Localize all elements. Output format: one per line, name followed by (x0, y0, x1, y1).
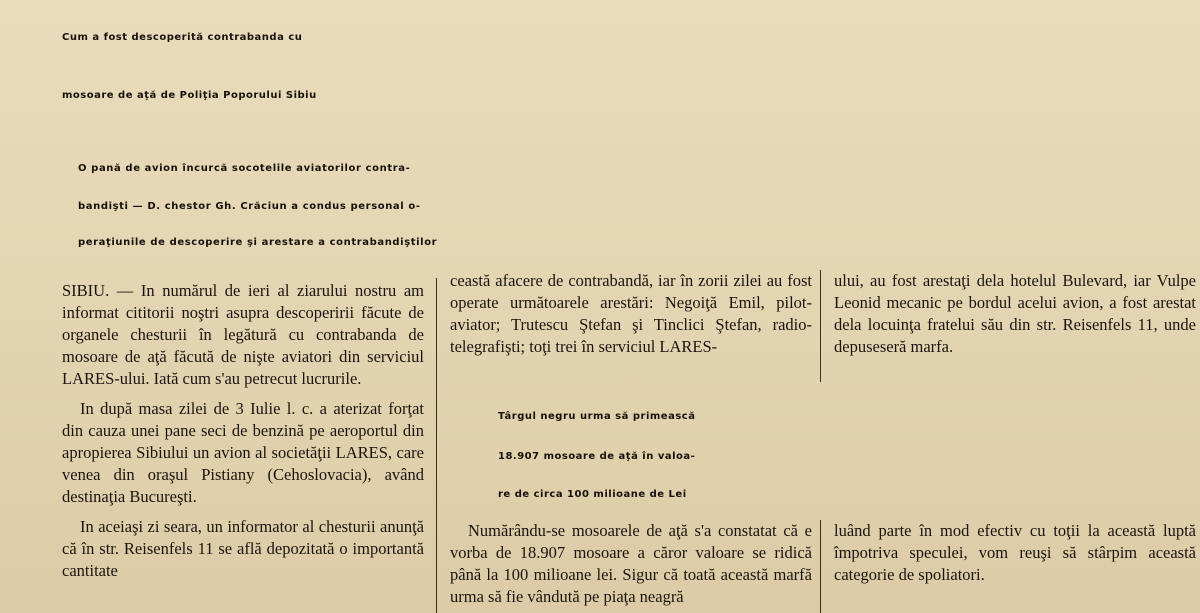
column-divider (820, 270, 821, 382)
column-divider (436, 278, 437, 613)
column-divider (820, 520, 821, 613)
paragraph: In aceiaşi zi seara, un informator al chesturii anunţă că în str. Reisenfels 11 se află depozitată o importantă cantitate (62, 517, 424, 580)
headline-line-1: Cum a fost descoperită contrabanda cu (62, 32, 303, 43)
inner-headline-line-3: re de circa 100 milioane de Lei (498, 489, 687, 500)
article-column-5 (834, 520, 1196, 594)
headline-line-2: mosoare de aţă de Poliţia Poporului Sibiu (62, 90, 317, 101)
article-column-4 (450, 520, 812, 613)
paragraph: luând parte în mod efectiv cu toţii la această luptă împotriva speculei, vom reuşi să stârpim această categorie de spoliatori. (834, 521, 1196, 584)
paragraph: ceastă afacere de contrabandă, iar în zorii zilei au fost operate următoarele arestări: Negoiţă Emil, pilot-aviator; Trutescu Ştefan şi Tinclici Ştefan, radio-telegrafişti; toţi trei în serviciul LARES- (450, 271, 812, 356)
paragraph: SIBIU. — In numărul de ieri al ziarului nostru am informat cititorii noştri asupra descoperirii făcute de organele chesturii în legătură cu contrabanda de mosoare de aţă făcută de nişte aviatori din serviciul LARES-ului. Iată cum s'au petrecut lucrurile. (62, 281, 424, 388)
subheadline-line-1: O pană de avion încurcă socotelile aviatorilor contra- (78, 163, 411, 174)
subheadline-line-2: bandişti — D. chestor Gh. Crăciun a condus personal o- (78, 201, 421, 212)
inner-headline-line-2: 18.907 mosoare de aţă în valoa- (498, 451, 696, 462)
article-column-1 (62, 280, 424, 613)
inner-headline-line-1: Târgul negru urma să primească (498, 411, 696, 422)
article-column-2 (450, 270, 812, 366)
article-column-3 (834, 270, 1196, 366)
paragraph: ului, au fost arestaţi dela hotelul Bulevard, iar Vulpe Leonid mecanic pe bordul acelui avion, a fost arestat dela locuinţa fratelui său din str. Reisenfels 11, unde depuseseră marfa. (834, 271, 1196, 356)
subheadline-line-3: peraţiunile de descoperire şi arestare a contrabandiştilor (78, 237, 438, 248)
paragraph: In după masa zilei de 3 Iulie l. c. a aterizat forţat din cauza unei pane seci de benzină pe aeroportul din apropierea Sibiului un avion al societăţii LARES, care venea din oraşul Pistiany (Cehoslovacia), având destinaţia Bucureşti. (62, 399, 424, 506)
paragraph: Numărându-se mosoarele de aţă s'a constatat că e vorba de 18.907 mosoare a căror valoare se ridică până la 100 milioane lei. Sigur că toată această marfă urma să fie vândută pe piaţa neagră (450, 521, 812, 606)
